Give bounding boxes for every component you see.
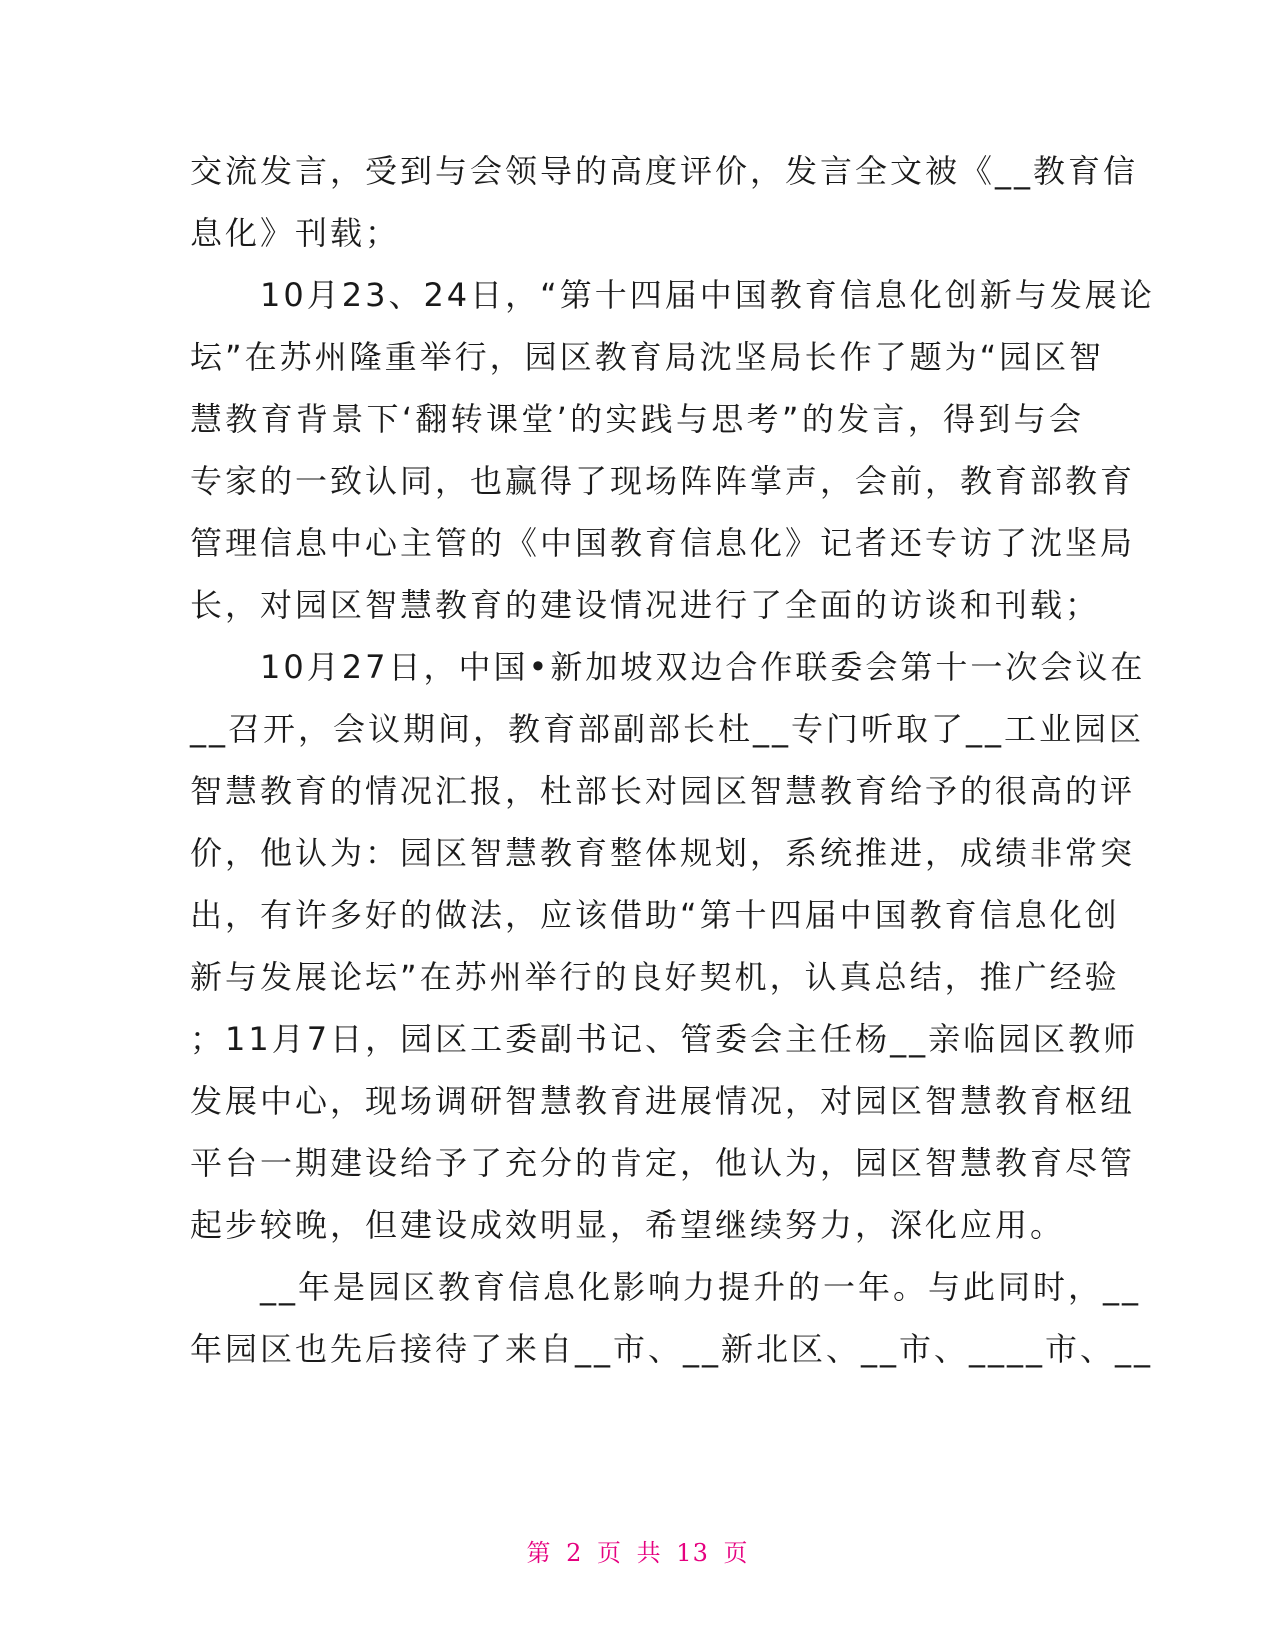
text-line: 平台一期建设给予了充分的肯定，他认为，园区智慧教育尽管	[190, 1144, 1136, 1182]
page-number-footer: 第 2 页 共 13 页	[526, 1539, 749, 1567]
text-line: 10月27日，中国•新加坡双边合作联委会第十一次会议在	[190, 648, 1146, 686]
text-line: 价，他认为：园区智慧教育整体规划，系统推进，成绩非常突	[190, 834, 1136, 872]
text-line: 发展中心，现场调研智慧教育进展情况，对园区智慧教育枢纽	[190, 1082, 1136, 1120]
text-line: 出，有许多好的做法，应该借助“第十四届中国教育信息化创	[190, 896, 1120, 934]
text-line: 年园区也先后接待了来自__市、__新北区、__市、____市、__	[190, 1330, 1154, 1368]
document-body	[190, 140, 1155, 1380]
text-line: __召开，会议期间，教育部副部长杜__专门听取了__工业园区	[190, 710, 1145, 748]
text-line: 新与发展论坛”在苏州举行的良好契机，认真总结，推广经验	[190, 958, 1120, 996]
text-line: 智慧教育的情况汇报，杜部长对园区智慧教育给予的很高的评	[190, 772, 1136, 810]
text-line: 慧教育背景下‘翻转课堂’的实践与思考”的发言，得到与会	[190, 400, 1084, 438]
text-line: 息化》刊载；	[190, 214, 401, 252]
text-line: 起步较晚，但建设成效明显，希望继续努力，深化应用。	[190, 1206, 1066, 1244]
text-line: 10月23、24日，“第十四届中国教育信息化创新与发展论	[190, 276, 1155, 314]
text-line: 专家的一致认同，也赢得了现场阵阵掌声，会前，教育部教育	[190, 462, 1136, 500]
text-line: 管理信息中心主管的《中国教育信息化》记者还专访了沈坚局	[190, 524, 1136, 562]
text-line: ；11月7日，园区工委副书记、管委会主任杨__亲临园区教师	[190, 1020, 1139, 1058]
text-line: 交流发言，受到与会领导的高度评价，发言全文被《__教育信	[190, 152, 1139, 190]
text-line: 坛”在苏州隆重举行，园区教育局沈坚局长作了题为“园区智	[190, 338, 1105, 376]
text-line: __年是园区教育信息化影响力提升的一年。与此同时，__	[190, 1268, 1142, 1306]
text-line: 长，对园区智慧教育的建设情况进行了全面的访谈和刊载；	[190, 586, 1101, 624]
